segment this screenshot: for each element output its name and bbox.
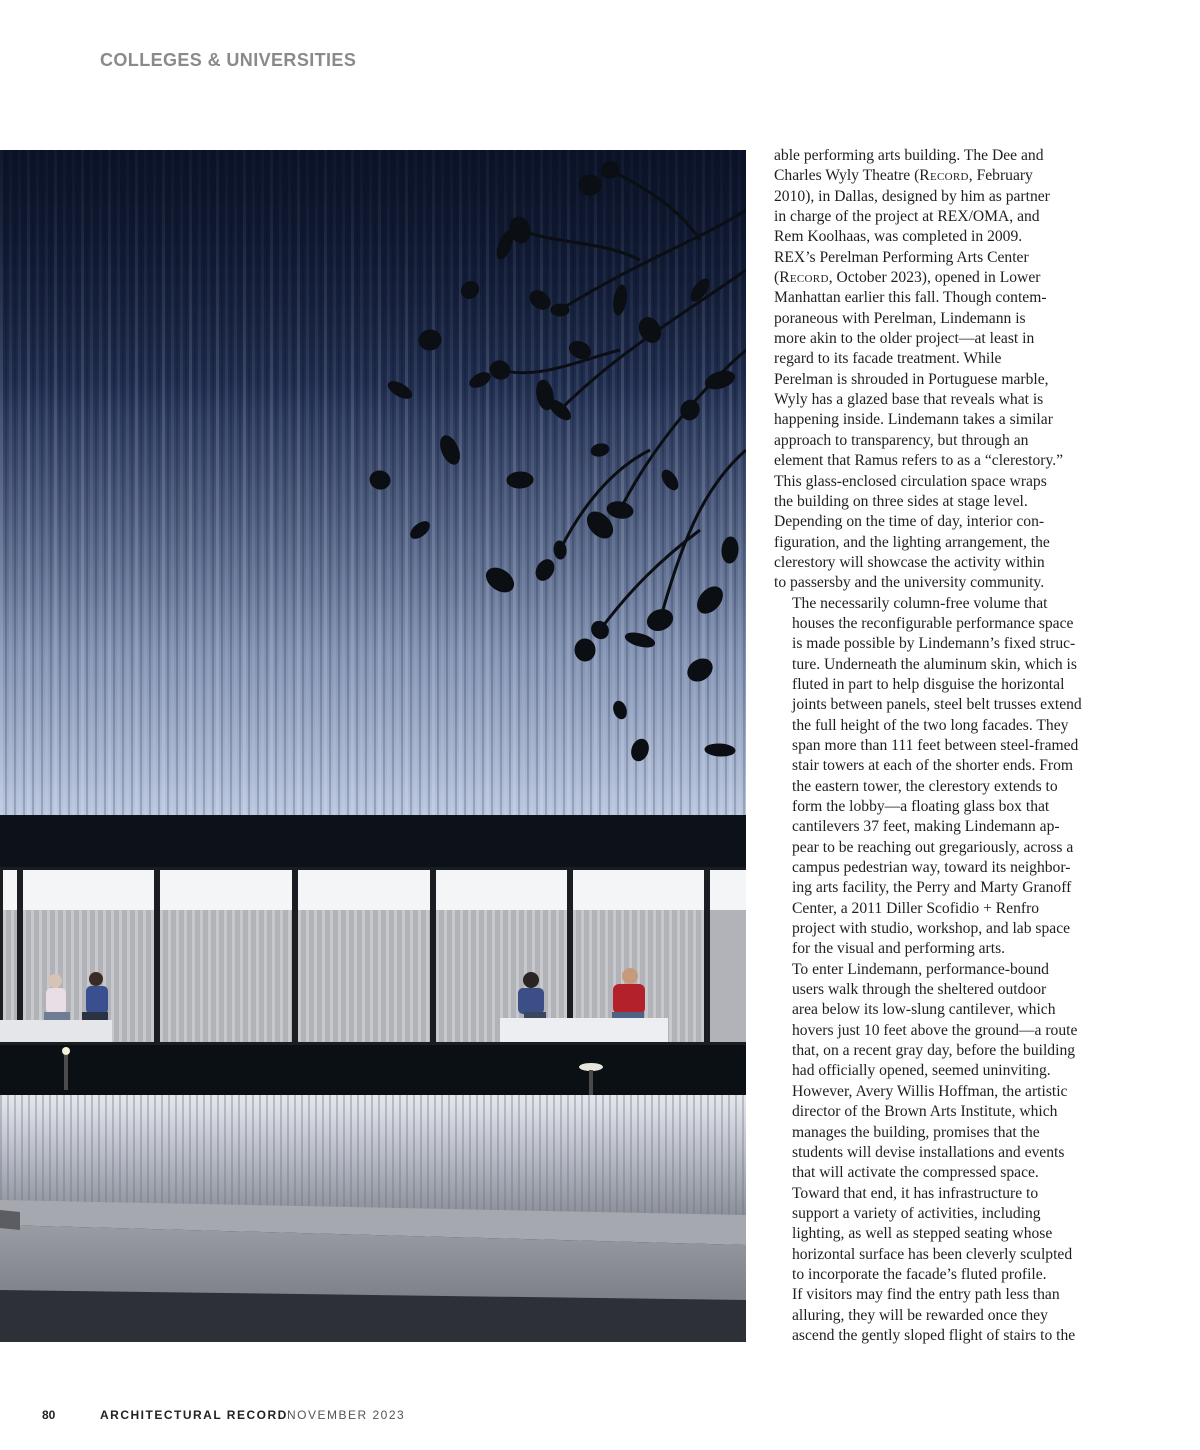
- article-line: element that Ramus refers to as a “clerestory.”: [774, 452, 1064, 470]
- article-line: ascend the gently sloped flight of stairs to the: [792, 1326, 1076, 1344]
- article-line: the full height of the two long facades. They: [792, 716, 1069, 734]
- article-paragraph: [774, 146, 1079, 594]
- article-line: the building on three sides at stage level.: [774, 492, 1028, 510]
- article-line: students will devise installations and events: [792, 1143, 1065, 1161]
- article-line: horizontal surface has been cleverly sculpted: [792, 1245, 1073, 1263]
- article-line: more akin to the older project—at least in: [774, 330, 1035, 348]
- article-line: the eastern tower, the clerestory extends to: [792, 777, 1058, 795]
- article-line: (Record, October 2023), opened in Lower: [774, 269, 1041, 287]
- article-line: However, Avery Willis Hoffman, the artistic: [792, 1082, 1068, 1100]
- magazine-name: ARCHITECTURAL RECORD: [100, 1408, 288, 1422]
- article-line: If visitors may find the entry path less than: [792, 1286, 1060, 1304]
- article-line: to passersby and the university community.: [774, 574, 1045, 592]
- article-line: that, on a recent gray day, before the building: [792, 1042, 1076, 1060]
- article-line: houses the reconfigurable performance space: [792, 614, 1074, 632]
- article-line: lighting, as well as stepped seating whose: [792, 1225, 1053, 1243]
- article-line: that will activate the compressed space.: [792, 1164, 1039, 1182]
- article-line: REX’s Perelman Performing Arts Center: [774, 248, 1029, 266]
- page-footer: [0, 1408, 1200, 1428]
- facade-band: [0, 815, 746, 867]
- article-line: Center, a 2011 Diller Scofidio + Renfro: [792, 899, 1040, 917]
- article-line: hovers just 10 feet above the ground—a route: [792, 1021, 1078, 1039]
- article-line: To enter Lindemann, performance-bound: [792, 960, 1049, 978]
- article-line: able performing arts building. The Dee and: [774, 147, 1044, 164]
- article-line: Manhattan earlier this fall. Though contem-: [774, 289, 1047, 307]
- article-body: [774, 146, 1082, 1346]
- article-paragraph: [774, 594, 1082, 960]
- article-line: area below its low-slung cantilever, which: [792, 1001, 1056, 1019]
- section-label: COLLEGES & UNIVERSITIES: [100, 50, 357, 70]
- article-line: cantilevers 37 feet, making Lindemann ap-: [792, 818, 1060, 836]
- article-line: Rem Koolhaas, was completed in 2009.: [774, 228, 1023, 246]
- article-line: is made possible by Lindemann’s fixed struc-: [792, 635, 1076, 653]
- article-line: Perelman is shrouded in Portuguese marble,: [774, 370, 1049, 388]
- article-line: for the visual and performing arts.: [792, 940, 1006, 958]
- article-line: alluring, they will be rewarded once they: [792, 1306, 1048, 1324]
- article-line: director of the Brown Arts Institute, which: [792, 1103, 1058, 1121]
- article-line: Wyly has a glazed base that reveals what is: [774, 391, 1044, 409]
- article-line: regard to its facade treatment. While: [774, 350, 1002, 368]
- article-paragraph: [774, 1285, 1079, 1346]
- article-line: in charge of the project at REX/OMA, and: [774, 208, 1040, 226]
- article-line: joints between panels, steel belt trusses extend: [792, 696, 1082, 714]
- article-line: project with studio, workshop, and lab space: [792, 920, 1071, 938]
- article-line: Depending on the time of day, interior con-: [774, 513, 1045, 531]
- article-line: had officially opened, seemed uninviting.: [792, 1062, 1051, 1080]
- article-line: Charles Wyly Theatre (Record, February: [774, 167, 1033, 185]
- article-line: stair towers at each of the shorter ends. From: [792, 757, 1074, 775]
- article-line: ture. Underneath the aluminum skin, which is: [792, 655, 1077, 673]
- entry-zone: [0, 1045, 746, 1095]
- article-line: poraneous with Perelman, Lindemann is: [774, 309, 1026, 327]
- article-line: clerestory will showcase the activity within: [774, 553, 1045, 571]
- article-line: The necessarily column-free volume that: [792, 594, 1048, 612]
- article-line: support a variety of activities, including: [792, 1204, 1041, 1222]
- article-line: to incorporate the facade’s fluted profile.: [792, 1265, 1047, 1283]
- article-line: Toward that end, it has infrastructure to: [792, 1184, 1039, 1202]
- bench-right: [500, 1018, 668, 1042]
- article-line: ing arts facility, the Perry and Marty Granoff: [792, 879, 1072, 897]
- article-line: 2010), in Dallas, designed by him as partner: [774, 187, 1050, 205]
- page-number: 80: [42, 1408, 56, 1422]
- article-line: fluted in part to help disguise the horizontal: [792, 675, 1065, 693]
- article-line: manages the building, promises that the: [792, 1123, 1040, 1141]
- building-photo: [0, 150, 746, 1342]
- article-line: form the lobby—a floating glass box that: [792, 798, 1050, 815]
- article-line: pear to be reaching out gregariously, across a: [792, 838, 1074, 856]
- article-line: span more than 111 feet between steel-framed: [792, 736, 1079, 754]
- article-line: users walk through the sheltered outdoor: [792, 981, 1047, 999]
- issue-date: NOVEMBER 2023: [287, 1408, 406, 1422]
- article-line: This glass-enclosed circulation space wraps: [774, 472, 1047, 490]
- article-paragraph: [774, 960, 1079, 1286]
- article-line: approach to transparency, but through an: [774, 431, 1029, 449]
- article-line: happening inside. Lindemann takes a similar: [774, 411, 1053, 429]
- bench-left: [0, 1020, 112, 1042]
- article-line: campus pedestrian way, toward its neighbor-: [792, 859, 1071, 877]
- article-line: figuration, and the lighting arrangement, the: [774, 533, 1050, 551]
